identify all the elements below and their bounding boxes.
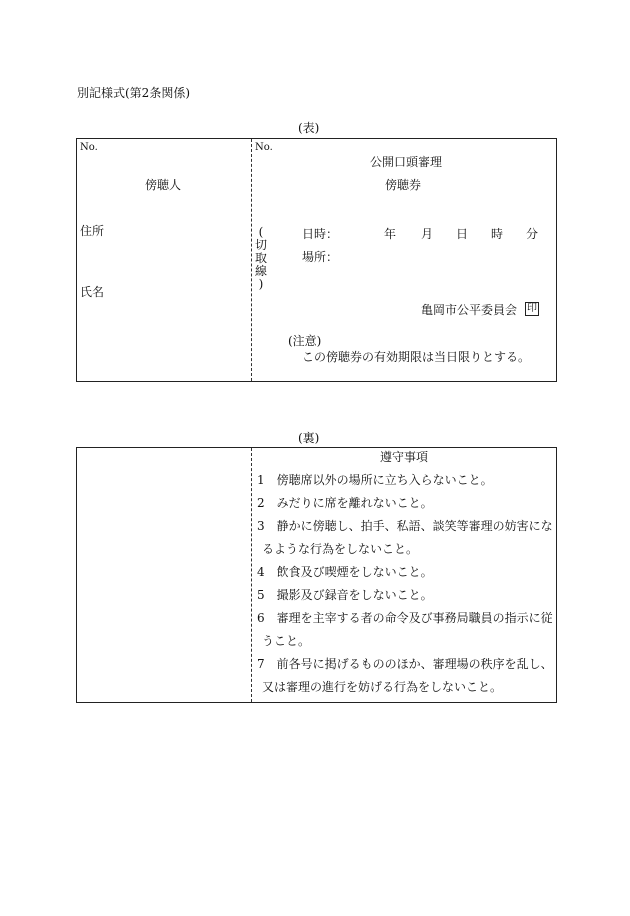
datetime-label: 日時：: [302, 227, 339, 241]
stub-address-label: 住所: [80, 224, 105, 238]
perforation-line: [251, 448, 252, 702]
note-heading: (注意): [288, 334, 322, 348]
ticket-subtitle: 傍聴券: [385, 178, 422, 192]
place-label: 場所：: [302, 250, 339, 264]
cut-line-label: [254, 226, 268, 291]
cut-line-char: (: [258, 225, 264, 239]
month-unit: 月: [421, 227, 434, 241]
cut-line-char: 切: [254, 238, 267, 252]
cut-line-char: 線: [254, 264, 267, 278]
rule-line: 4 飲食及び喫煙をしないこと。: [257, 565, 433, 579]
perforation-line: [251, 139, 252, 381]
day-unit: 日: [456, 227, 469, 241]
stub-name-label: 氏名: [80, 285, 105, 299]
rule-line: 2 みだりに席を離れないこと。: [257, 496, 433, 510]
rule-line: うこと。: [262, 634, 311, 648]
cut-line-char: ): [258, 277, 264, 291]
rules-title: 遵守事項: [380, 450, 429, 464]
rule-line: るような行為をしないこと。: [262, 542, 419, 556]
note-text: この傍聴券の有効期限は当日限りとする。: [302, 350, 531, 364]
minute-unit: 分: [526, 227, 539, 241]
rule-line: 又は審理の進行を妨げる行為をしないこと。: [262, 680, 503, 694]
rule-line: 1 傍聴席以外の場所に立ち入らないこと。: [257, 473, 493, 487]
back-side-label: (裏): [298, 431, 320, 445]
form-title: 別記様式(第2条関係): [77, 86, 190, 100]
stub-number-label: No.: [80, 142, 98, 153]
rule-line: 7 前各号に掲げるもののほか、審理場の秩序を乱し、: [257, 657, 553, 671]
issuer-name: 亀岡市公平委員会: [421, 303, 518, 317]
rule-line: 6 審理を主宰する者の命令及び事務局職員の指示に従: [257, 611, 553, 625]
hour-unit: 時: [491, 227, 504, 241]
stub-heading: 傍聴人: [145, 178, 182, 192]
rule-line: 5 撮影及び録音をしないこと。: [257, 588, 433, 602]
cut-line-char: 取: [254, 251, 267, 265]
ticket-title: 公開口頭審理: [370, 155, 443, 169]
rule-line: 3 静かに傍聴し、拍手、私語、談笑等審理の妨害にな: [257, 519, 553, 533]
seal-stamp: 印: [527, 303, 537, 314]
front-side-label: (表): [298, 121, 320, 135]
ticket-number-label: No.: [255, 142, 273, 153]
year-unit: 年: [384, 227, 397, 241]
